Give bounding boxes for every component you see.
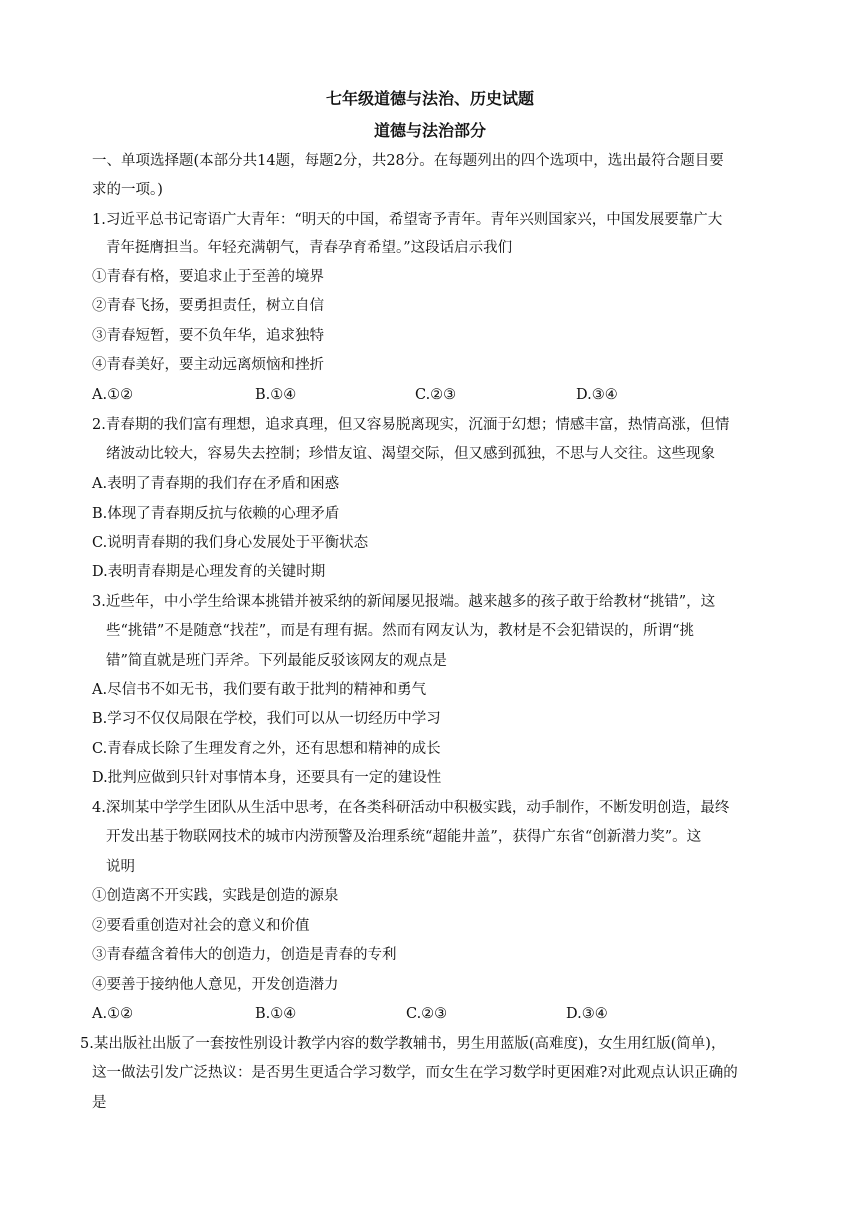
question-stem: 说明 [106,859,135,875]
statement-item: ④青春美好，要主动远离烦恼和挫折 [92,357,324,373]
question-stem: 1.习近平总书记寄语广大青年：“明天的中国，希望寄予青年。青年兴则国家兴，中国发展要靠广大 [92,212,723,228]
option-a: A.①② [92,1006,134,1022]
option-a: A.①② [92,387,134,403]
option-c: C.青春成长除了生理发育之外，还有思想和精神的成长 [92,741,441,757]
question-stem: 些“挑错”不是随意“找茬”，而是有理有据。然而有网友认为，教材是不会犯错误的，所谓“挑 [106,623,695,639]
option-d: D.表明青春期是心理发育的关键时期 [92,564,326,580]
question-stem: 开发出基于物联网技术的城市内涝预警及治理系统“超能井盖”，获得广东省“创新潜力奖”。这 [106,829,702,845]
question-stem: 是 [92,1095,107,1111]
question-stem: 青年挺膺担当。年轻充满朝气，青春孕育希望。”这段话启示我们 [106,240,513,256]
option-a: A.尽信书不如无书，我们要有敢于批判的精神和勇气 [92,682,427,698]
option-b: B.体现了青春期反抗与依赖的心理矛盾 [92,506,340,522]
option-b: B.①④ [255,387,297,403]
statement-item: ④要善于接纳他人意见，开发创造潜力 [92,977,339,993]
instructions-line: 一、单项选择题(本部分共14题，每题2分，共28分。在每题列出的四个选项中，选出最符合题目要 [92,153,724,169]
statement-item: ①青春有格，要追求止于至善的境界 [92,269,324,285]
statement-item: ②要看重创造对社会的意义和价值 [92,918,310,934]
question-stem: 5.某出版社出版了一套按性别设计教学内容的数学教辅书，男生用蓝版(高难度)，女生用红版(简单)， [80,1036,726,1052]
statement-item: ③青春短暂，要不负年华，追求独特 [92,328,324,344]
question-stem: 3.近些年，中小学生给课本挑错并被采纳的新闻屡见报端。越来越多的孩子敢于给教材“挑错”，这 [92,594,716,610]
option-c: C.②③ [406,1006,448,1022]
question-stem: 2.青春期的我们富有理想，追求真理，但又容易脱离现实，沉湎于幻想；情感丰富，热情高涨，但情 [92,417,730,433]
question-stem: 这一做法引发广泛热议：是否男生更适合学习数学，而女生在学习数学时更困难?对此观点认识正确的 [92,1065,738,1081]
statement-item: ③青春蕴含着伟大的创造力，创造是青春的专利 [92,947,397,963]
section-subtitle: 道德与法治部分 [373,121,486,140]
option-b: B.①④ [255,1006,297,1022]
statement-item: ①创造离不开实践，实践是创造的源泉 [92,888,339,904]
question-stem: 4.深圳某中学学生团队从生活中思考，在各类科研活动中积极实践，动手制作，不断发明创造，最终 [92,800,730,816]
option-c: C.②③ [415,387,457,403]
option-b: B.学习不仅仅局限在学校，我们可以从一切经历中学习 [92,711,441,727]
question-stem: 错”简直就是班门弄斧。下列最能反驳该网友的观点是 [106,653,447,669]
option-d: D.③④ [576,387,618,403]
option-c: C.说明青春期的我们身心发展处于平衡状态 [92,535,369,551]
option-a: A.表明了青春期的我们存在矛盾和困惑 [92,476,340,492]
question-stem: 绪波动比较大，容易失去控制；珍惜友谊、渴望交际，但又感到孤独，不思与人交往。这些现象 [106,446,715,462]
instructions-line: 求的一项。) [92,182,163,198]
option-d: D.③④ [566,1006,608,1022]
statement-item: ②青春飞扬，要勇担责任，树立自信 [92,298,324,314]
option-d: D.批判应做到只针对事情本身，还要具有一定的建设性 [92,770,442,786]
page-title: 七年级道德与法治、历史试题 [325,89,534,108]
